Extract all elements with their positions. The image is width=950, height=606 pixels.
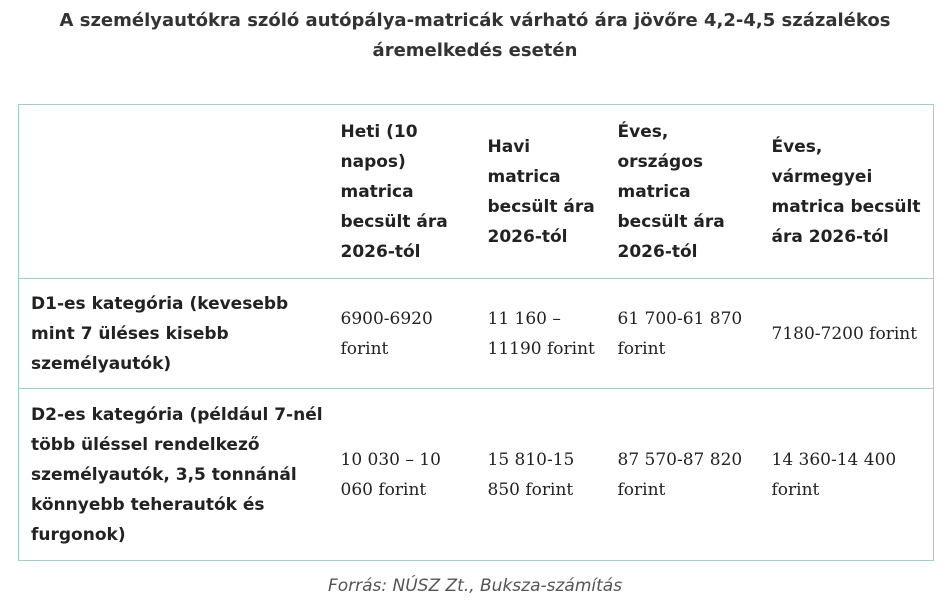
value-cell-d1-annual-national: 61 700-61 870 forint (610, 279, 764, 389)
header-cell-annual-national: Éves, országos matrica becsült ára 2026-tól (610, 105, 764, 279)
table-header-row (19, 105, 934, 279)
header-cell-weekly: Heti (10 napos) matrica becsült ára 2026-tól (333, 105, 480, 279)
price-table (18, 104, 934, 561)
header-cell-monthly: Havi matrica becsült ára 2026-tól (480, 105, 610, 279)
source-caption: Forrás: NÚSZ Zt., Buksza-számítás (327, 576, 623, 596)
category-cell-d2: D2-es kategória (például 7-nél több üléssel rendelkező személyautók, 3,5 tonnánál könnyebb teherautók és furgonok) (31, 404, 323, 545)
header-cell-empty (19, 105, 333, 279)
category-cell-d1: D1-es kategória (kevesebb mint 7 üléses kisebb személyautók) (19, 279, 333, 389)
value-cell-d2-annual-national: 87 570-87 820 forint (617, 449, 743, 500)
table-row-d1 (19, 279, 934, 389)
value-cell-d1-weekly: 6900-6920 forint (333, 279, 480, 389)
value-cell-d2-weekly: 10 030 – 10 060 forint (340, 449, 441, 500)
header-cell-annual-county: Éves, vármegyei matrica becsült ára 2026-tól (764, 105, 934, 279)
value-cell-d1-monthly: 11 160 – 11190 forint (480, 279, 610, 389)
table-title: A személyautókra szóló autópálya-matricák várható ára jövőre 4,2-4,5 százalékos áremelkedés esetén (59, 10, 891, 61)
value-cell-d1-annual-county: 7180-7200 forint (764, 279, 934, 389)
table-row-d2 (19, 389, 934, 561)
value-cell-d2-annual-county: 14 360-14 400 forint (771, 449, 897, 500)
value-cell-d2-monthly: 15 810-15 850 forint (487, 449, 575, 500)
